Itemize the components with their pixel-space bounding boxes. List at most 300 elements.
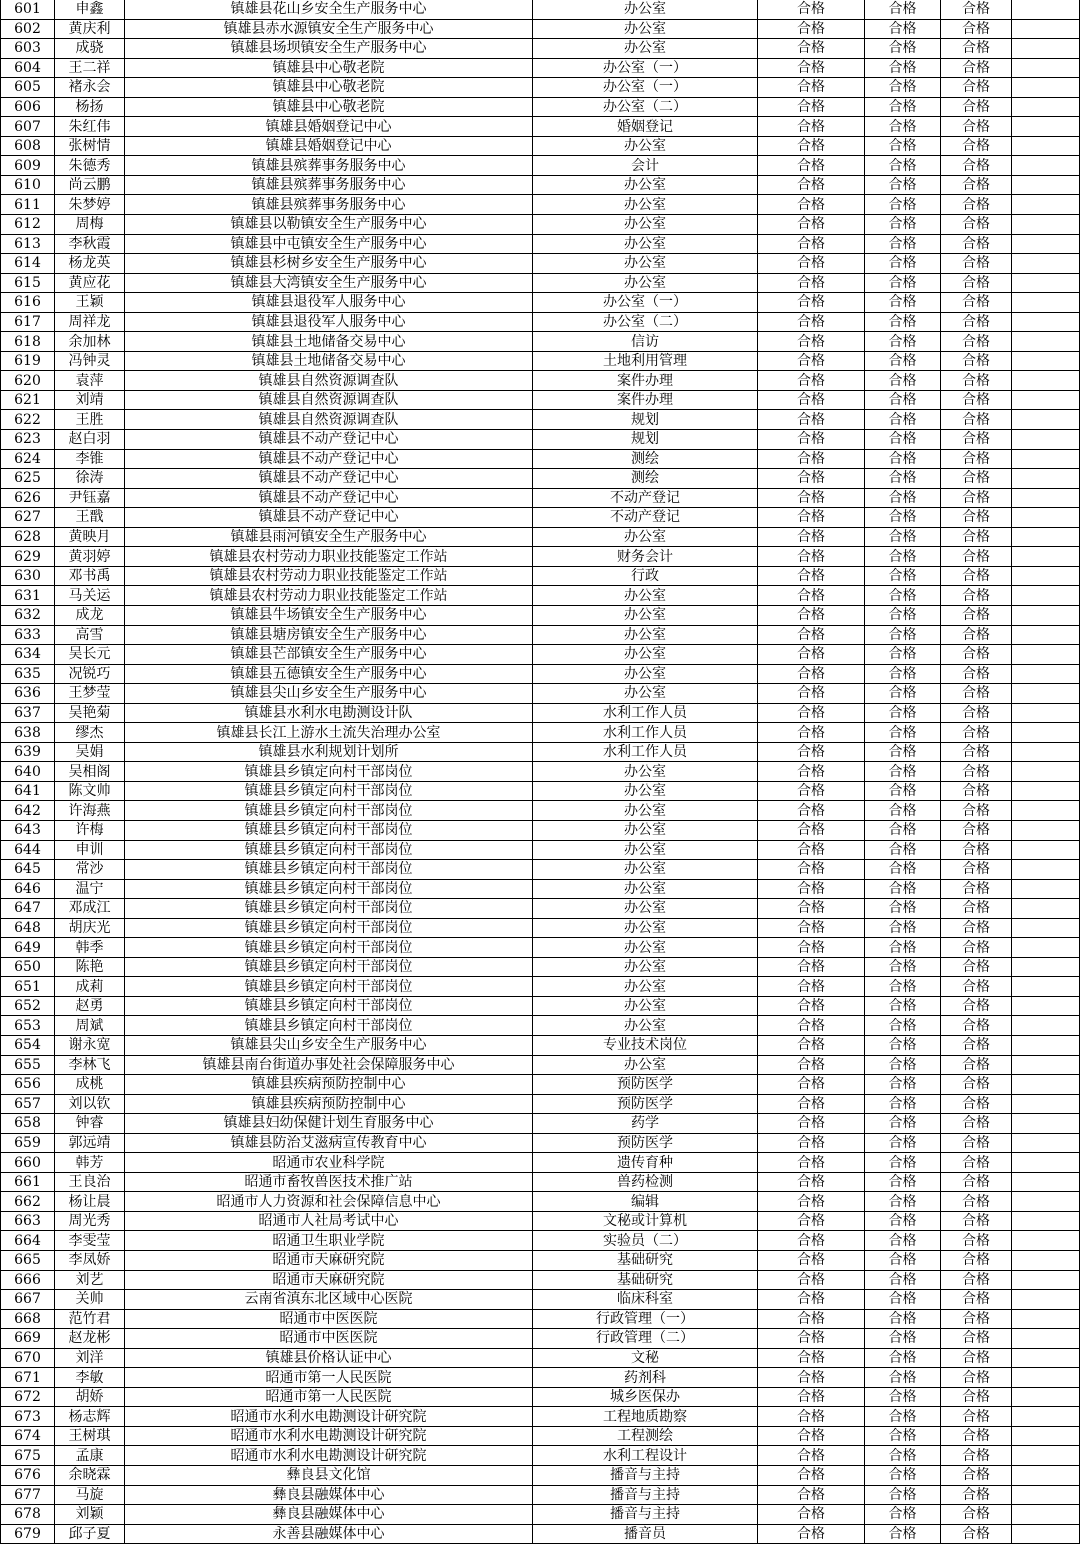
result-2-cell: 合格	[865, 1309, 941, 1329]
employer-unit-cell: 镇雄县不动产登记中心	[125, 449, 533, 469]
position-cell: 案件办理	[533, 371, 758, 391]
employer-unit-cell: 昭通卫生职业学院	[125, 1231, 533, 1251]
candidate-name-cell: 王胜	[55, 410, 125, 430]
candidate-name-cell: 刘洋	[55, 1348, 125, 1368]
empty-cell	[1012, 175, 1080, 195]
table-row	[1, 156, 1080, 176]
position-cell: 规划	[533, 410, 758, 430]
result-1-cell: 合格	[758, 1153, 865, 1173]
result-3-cell: 合格	[941, 175, 1012, 195]
empty-cell	[1012, 488, 1080, 508]
candidate-name-cell: 许海燕	[55, 801, 125, 821]
empty-cell	[1012, 820, 1080, 840]
employer-unit-cell: 镇雄县婚姻登记中心	[125, 136, 533, 156]
position-cell: 工程地质勘察	[533, 1407, 758, 1427]
table-row	[1, 1426, 1080, 1446]
candidate-name-cell: 况锐巧	[55, 664, 125, 684]
empty-cell	[1012, 1407, 1080, 1427]
employer-unit-cell: 镇雄县土地储备交易中心	[125, 351, 533, 371]
candidate-name-cell: 韩季	[55, 938, 125, 958]
row-number-cell: 628	[1, 527, 55, 547]
empty-cell	[1012, 1505, 1080, 1525]
result-3-cell: 合格	[941, 1387, 1012, 1407]
candidate-name-cell: 李秋霞	[55, 234, 125, 254]
candidate-name-cell: 杨让晨	[55, 1192, 125, 1212]
employer-unit-cell: 镇雄县乡镇定向村干部岗位	[125, 840, 533, 860]
table-row	[1, 527, 1080, 547]
row-number-cell: 666	[1, 1270, 55, 1290]
employer-unit-cell: 镇雄县乡镇定向村干部岗位	[125, 762, 533, 782]
candidate-name-cell: 吴长元	[55, 645, 125, 665]
table-row	[1, 1407, 1080, 1427]
table-row	[1, 1172, 1080, 1192]
result-3-cell: 合格	[941, 97, 1012, 117]
employer-unit-cell: 镇雄县殡葬事务服务中心	[125, 175, 533, 195]
position-cell: 测绘	[533, 449, 758, 469]
candidate-name-cell: 余晓霖	[55, 1466, 125, 1486]
result-3-cell: 合格	[941, 390, 1012, 410]
candidate-name-cell: 朱梦婷	[55, 195, 125, 215]
result-2-cell: 合格	[865, 293, 941, 313]
result-3-cell: 合格	[941, 586, 1012, 606]
result-2-cell: 合格	[865, 860, 941, 880]
candidate-name-cell: 黄应花	[55, 273, 125, 293]
position-cell: 办公室	[533, 899, 758, 919]
row-number-cell: 613	[1, 234, 55, 254]
result-2-cell: 合格	[865, 351, 941, 371]
result-2-cell: 合格	[865, 1329, 941, 1349]
position-cell: 行政	[533, 566, 758, 586]
candidate-name-cell: 黄映月	[55, 527, 125, 547]
position-cell: 办公室	[533, 273, 758, 293]
row-number-cell: 644	[1, 840, 55, 860]
empty-cell	[1012, 684, 1080, 704]
table-row	[1, 664, 1080, 684]
row-number-cell: 630	[1, 566, 55, 586]
position-cell: 婚姻登记	[533, 117, 758, 137]
table-row	[1, 938, 1080, 958]
result-2-cell: 合格	[865, 820, 941, 840]
employer-unit-cell: 镇雄县农村劳动力职业技能鉴定工作站	[125, 566, 533, 586]
result-1-cell: 合格	[758, 1466, 865, 1486]
row-number-cell: 648	[1, 918, 55, 938]
position-cell: 办公室	[533, 860, 758, 880]
candidate-name-cell: 陈文帅	[55, 781, 125, 801]
result-2-cell: 合格	[865, 254, 941, 274]
position-cell: 办公室	[533, 977, 758, 997]
result-2-cell: 合格	[865, 312, 941, 332]
employer-unit-cell: 镇雄县防治艾滋病宣传教育中心	[125, 1133, 533, 1153]
employer-unit-cell: 昭通市水利水电勘测设计研究院	[125, 1426, 533, 1446]
employer-unit-cell: 昭通市人力资源和社会保障信息中心	[125, 1192, 533, 1212]
position-cell: 专业技术岗位	[533, 1035, 758, 1055]
candidate-name-cell: 孟康	[55, 1446, 125, 1466]
row-number-cell: 609	[1, 156, 55, 176]
candidate-name-cell: 李林飞	[55, 1055, 125, 1075]
candidate-name-cell: 刘以钦	[55, 1094, 125, 1114]
employer-unit-cell: 彝良县融媒体中心	[125, 1505, 533, 1525]
result-1-cell: 合格	[758, 742, 865, 762]
table-row	[1, 390, 1080, 410]
candidate-name-cell: 谢永宽	[55, 1035, 125, 1055]
table-row	[1, 351, 1080, 371]
position-cell: 办公室	[533, 175, 758, 195]
result-3-cell: 合格	[941, 899, 1012, 919]
position-cell: 播音与主持	[533, 1466, 758, 1486]
result-2-cell: 合格	[865, 684, 941, 704]
employer-unit-cell: 镇雄县退役军人服务中心	[125, 293, 533, 313]
empty-cell	[1012, 1172, 1080, 1192]
employer-unit-cell: 镇雄县场坝镇安全生产服务中心	[125, 39, 533, 59]
table-row	[1, 762, 1080, 782]
result-1-cell: 合格	[758, 860, 865, 880]
candidate-name-cell: 高雪	[55, 625, 125, 645]
result-3-cell: 合格	[941, 1446, 1012, 1466]
employer-unit-cell: 镇雄县乡镇定向村干部岗位	[125, 781, 533, 801]
table-row	[1, 0, 1080, 19]
empty-cell	[1012, 215, 1080, 235]
table-row	[1, 742, 1080, 762]
result-2-cell: 合格	[865, 586, 941, 606]
result-3-cell: 合格	[941, 625, 1012, 645]
row-number-cell: 662	[1, 1192, 55, 1212]
employer-unit-cell: 昭通市农业科学院	[125, 1153, 533, 1173]
result-3-cell: 合格	[941, 1251, 1012, 1271]
result-2-cell: 合格	[865, 625, 941, 645]
table-row	[1, 977, 1080, 997]
table-row	[1, 78, 1080, 98]
row-number-cell: 641	[1, 781, 55, 801]
candidate-name-cell: 周梅	[55, 215, 125, 235]
position-cell: 办公室	[533, 918, 758, 938]
table-row	[1, 508, 1080, 528]
table-row	[1, 1231, 1080, 1251]
result-2-cell: 合格	[865, 234, 941, 254]
row-number-cell: 604	[1, 58, 55, 78]
empty-cell	[1012, 1192, 1080, 1212]
empty-cell	[1012, 938, 1080, 958]
table-row	[1, 918, 1080, 938]
result-1-cell: 合格	[758, 136, 865, 156]
row-number-cell: 616	[1, 293, 55, 313]
row-number-cell: 661	[1, 1172, 55, 1192]
row-number-cell: 678	[1, 1505, 55, 1525]
empty-cell	[1012, 273, 1080, 293]
empty-cell	[1012, 1211, 1080, 1231]
employer-unit-cell: 彝良县融媒体中心	[125, 1485, 533, 1505]
empty-cell	[1012, 58, 1080, 78]
result-3-cell: 合格	[941, 58, 1012, 78]
table-row	[1, 371, 1080, 391]
position-cell: 播音与主持	[533, 1485, 758, 1505]
candidate-name-cell: 成龙	[55, 605, 125, 625]
result-3-cell: 合格	[941, 820, 1012, 840]
employer-unit-cell: 镇雄县自然资源调查队	[125, 410, 533, 430]
position-cell: 实验员（二）	[533, 1231, 758, 1251]
position-cell: 信访	[533, 332, 758, 352]
result-2-cell: 合格	[865, 0, 941, 19]
result-1-cell: 合格	[758, 1485, 865, 1505]
employer-unit-cell: 镇雄县土地储备交易中心	[125, 332, 533, 352]
row-number-cell: 631	[1, 586, 55, 606]
employer-unit-cell: 镇雄县乡镇定向村干部岗位	[125, 860, 533, 880]
row-number-cell: 650	[1, 957, 55, 977]
employer-unit-cell: 昭通市水利水电勘测设计研究院	[125, 1446, 533, 1466]
result-3-cell: 合格	[941, 1407, 1012, 1427]
employer-unit-cell: 镇雄县自然资源调查队	[125, 390, 533, 410]
table-row	[1, 1329, 1080, 1349]
table-row	[1, 1368, 1080, 1388]
candidate-name-cell: 马关运	[55, 586, 125, 606]
empty-cell	[1012, 410, 1080, 430]
result-3-cell: 合格	[941, 136, 1012, 156]
table-row	[1, 469, 1080, 489]
position-cell: 编辑	[533, 1192, 758, 1212]
result-3-cell: 合格	[941, 1016, 1012, 1036]
result-3-cell: 合格	[941, 39, 1012, 59]
position-cell: 药学	[533, 1114, 758, 1134]
result-1-cell: 合格	[758, 762, 865, 782]
result-3-cell: 合格	[941, 1426, 1012, 1446]
position-cell: 文秘	[533, 1348, 758, 1368]
table-row	[1, 996, 1080, 1016]
row-number-cell: 633	[1, 625, 55, 645]
employer-unit-cell: 镇雄县以勒镇安全生产服务中心	[125, 215, 533, 235]
table-row	[1, 801, 1080, 821]
employer-unit-cell: 镇雄县中心敬老院	[125, 78, 533, 98]
table-row	[1, 723, 1080, 743]
result-1-cell: 合格	[758, 820, 865, 840]
result-1-cell: 合格	[758, 977, 865, 997]
position-cell: 办公室	[533, 1055, 758, 1075]
result-2-cell: 合格	[865, 332, 941, 352]
employer-unit-cell: 镇雄县退役军人服务中心	[125, 312, 533, 332]
result-2-cell: 合格	[865, 19, 941, 39]
empty-cell	[1012, 78, 1080, 98]
position-cell: 办公室（二）	[533, 97, 758, 117]
table-row	[1, 1524, 1080, 1544]
row-number-cell: 645	[1, 860, 55, 880]
position-cell: 办公室	[533, 879, 758, 899]
result-1-cell: 合格	[758, 1055, 865, 1075]
row-number-cell: 670	[1, 1348, 55, 1368]
position-cell: 办公室（一）	[533, 58, 758, 78]
result-2-cell: 合格	[865, 1055, 941, 1075]
row-number-cell: 635	[1, 664, 55, 684]
result-1-cell: 合格	[758, 1368, 865, 1388]
employer-unit-cell: 镇雄县乡镇定向村干部岗位	[125, 996, 533, 1016]
result-2-cell: 合格	[865, 39, 941, 59]
employer-unit-cell: 镇雄县乡镇定向村干部岗位	[125, 977, 533, 997]
empty-cell	[1012, 469, 1080, 489]
result-3-cell: 合格	[941, 430, 1012, 450]
table-row	[1, 58, 1080, 78]
result-2-cell: 合格	[865, 1446, 941, 1466]
position-cell: 规划	[533, 430, 758, 450]
employer-unit-cell: 镇雄县农村劳动力职业技能鉴定工作站	[125, 586, 533, 606]
row-number-cell: 654	[1, 1035, 55, 1055]
empty-cell	[1012, 508, 1080, 528]
result-3-cell: 合格	[941, 762, 1012, 782]
row-number-cell: 668	[1, 1309, 55, 1329]
position-cell: 办公室	[533, 996, 758, 1016]
result-3-cell: 合格	[941, 996, 1012, 1016]
candidate-name-cell: 范竹君	[55, 1309, 125, 1329]
result-3-cell: 合格	[941, 449, 1012, 469]
empty-cell	[1012, 801, 1080, 821]
result-1-cell: 合格	[758, 351, 865, 371]
table-row	[1, 566, 1080, 586]
result-3-cell: 合格	[941, 273, 1012, 293]
result-2-cell: 合格	[865, 156, 941, 176]
result-3-cell: 合格	[941, 410, 1012, 430]
empty-cell	[1012, 547, 1080, 567]
employer-unit-cell: 镇雄县水利规划计划所	[125, 742, 533, 762]
result-1-cell: 合格	[758, 801, 865, 821]
row-number-cell: 643	[1, 820, 55, 840]
table-row	[1, 39, 1080, 59]
result-2-cell: 合格	[865, 742, 941, 762]
result-2-cell: 合格	[865, 762, 941, 782]
row-number-cell: 642	[1, 801, 55, 821]
result-3-cell: 合格	[941, 1309, 1012, 1329]
result-1-cell: 合格	[758, 703, 865, 723]
position-cell: 办公室	[533, 625, 758, 645]
table-row	[1, 1075, 1080, 1095]
empty-cell	[1012, 449, 1080, 469]
position-cell: 办公室	[533, 684, 758, 704]
candidate-name-cell: 赵龙彬	[55, 1329, 125, 1349]
result-1-cell: 合格	[758, 449, 865, 469]
candidate-name-cell: 王二祥	[55, 58, 125, 78]
position-cell: 预防医学	[533, 1075, 758, 1095]
row-number-cell: 658	[1, 1114, 55, 1134]
row-number-cell: 646	[1, 879, 55, 899]
table-row	[1, 1094, 1080, 1114]
result-2-cell: 合格	[865, 547, 941, 567]
result-3-cell: 合格	[941, 1211, 1012, 1231]
result-1-cell: 合格	[758, 117, 865, 137]
row-number-cell: 602	[1, 19, 55, 39]
empty-cell	[1012, 977, 1080, 997]
result-1-cell: 合格	[758, 605, 865, 625]
empty-cell	[1012, 1016, 1080, 1036]
position-cell: 办公室	[533, 820, 758, 840]
result-3-cell: 合格	[941, 547, 1012, 567]
employer-unit-cell: 镇雄县乡镇定向村干部岗位	[125, 801, 533, 821]
result-3-cell: 合格	[941, 527, 1012, 547]
result-3-cell: 合格	[941, 332, 1012, 352]
empty-cell	[1012, 586, 1080, 606]
result-3-cell: 合格	[941, 860, 1012, 880]
result-3-cell: 合格	[941, 742, 1012, 762]
employer-unit-cell: 镇雄县不动产登记中心	[125, 488, 533, 508]
row-number-cell: 655	[1, 1055, 55, 1075]
employer-unit-cell: 镇雄县乡镇定向村干部岗位	[125, 820, 533, 840]
employer-unit-cell: 镇雄县花山乡安全生产服务中心	[125, 0, 533, 19]
position-cell: 办公室	[533, 586, 758, 606]
result-1-cell: 合格	[758, 840, 865, 860]
row-number-cell: 636	[1, 684, 55, 704]
result-1-cell: 合格	[758, 566, 865, 586]
result-3-cell: 合格	[941, 781, 1012, 801]
candidate-name-cell: 余加林	[55, 332, 125, 352]
row-number-cell: 608	[1, 136, 55, 156]
empty-cell	[1012, 1035, 1080, 1055]
employer-unit-cell: 昭通市天麻研究院	[125, 1270, 533, 1290]
result-2-cell: 合格	[865, 566, 941, 586]
result-3-cell: 合格	[941, 1094, 1012, 1114]
row-number-cell: 677	[1, 1485, 55, 1505]
empty-cell	[1012, 156, 1080, 176]
employer-unit-cell: 镇雄县殡葬事务服务中心	[125, 195, 533, 215]
row-number-cell: 640	[1, 762, 55, 782]
candidate-name-cell: 成莉	[55, 977, 125, 997]
employer-unit-cell: 昭通市中医医院	[125, 1329, 533, 1349]
result-1-cell: 合格	[758, 371, 865, 391]
employer-unit-cell: 镇雄县价格认证中心	[125, 1348, 533, 1368]
result-1-cell: 合格	[758, 254, 865, 274]
employer-unit-cell: 镇雄县赤水源镇安全生产服务中心	[125, 19, 533, 39]
result-3-cell: 合格	[941, 1075, 1012, 1095]
result-3-cell: 合格	[941, 19, 1012, 39]
result-2-cell: 合格	[865, 957, 941, 977]
table-row	[1, 1251, 1080, 1271]
table-row	[1, 1485, 1080, 1505]
row-number-cell: 618	[1, 332, 55, 352]
empty-cell	[1012, 957, 1080, 977]
empty-cell	[1012, 899, 1080, 919]
employer-unit-cell: 镇雄县长江上游水土流失治理办公室	[125, 723, 533, 743]
result-1-cell: 合格	[758, 1035, 865, 1055]
position-cell: 办公室	[533, 957, 758, 977]
position-cell: 办公室	[533, 195, 758, 215]
table-row	[1, 586, 1080, 606]
empty-cell	[1012, 645, 1080, 665]
position-cell: 播音与主持	[533, 1505, 758, 1525]
candidate-name-cell: 李锥	[55, 449, 125, 469]
row-number-cell: 649	[1, 938, 55, 958]
empty-cell	[1012, 762, 1080, 782]
position-cell: 水利工作人员	[533, 703, 758, 723]
result-1-cell: 合格	[758, 0, 865, 19]
candidate-name-cell: 徐涛	[55, 469, 125, 489]
result-1-cell: 合格	[758, 293, 865, 313]
results-table-body	[1, 0, 1080, 1544]
table-row	[1, 820, 1080, 840]
employer-unit-cell: 镇雄县不动产登记中心	[125, 430, 533, 450]
row-number-cell: 634	[1, 645, 55, 665]
result-1-cell: 合格	[758, 1133, 865, 1153]
result-3-cell: 合格	[941, 1172, 1012, 1192]
employer-unit-cell: 云南省滇东北区域中心医院	[125, 1290, 533, 1310]
candidate-name-cell: 吴相阁	[55, 762, 125, 782]
result-1-cell: 合格	[758, 1329, 865, 1349]
empty-cell	[1012, 860, 1080, 880]
result-2-cell: 合格	[865, 703, 941, 723]
result-2-cell: 合格	[865, 1094, 941, 1114]
position-cell: 办公室（二）	[533, 312, 758, 332]
result-2-cell: 合格	[865, 58, 941, 78]
result-1-cell: 合格	[758, 879, 865, 899]
candidate-name-cell: 王树琪	[55, 1426, 125, 1446]
table-row	[1, 1035, 1080, 1055]
candidate-name-cell: 王戬	[55, 508, 125, 528]
position-cell: 办公室	[533, 234, 758, 254]
row-number-cell: 657	[1, 1094, 55, 1114]
row-number-cell: 637	[1, 703, 55, 723]
table-row	[1, 175, 1080, 195]
